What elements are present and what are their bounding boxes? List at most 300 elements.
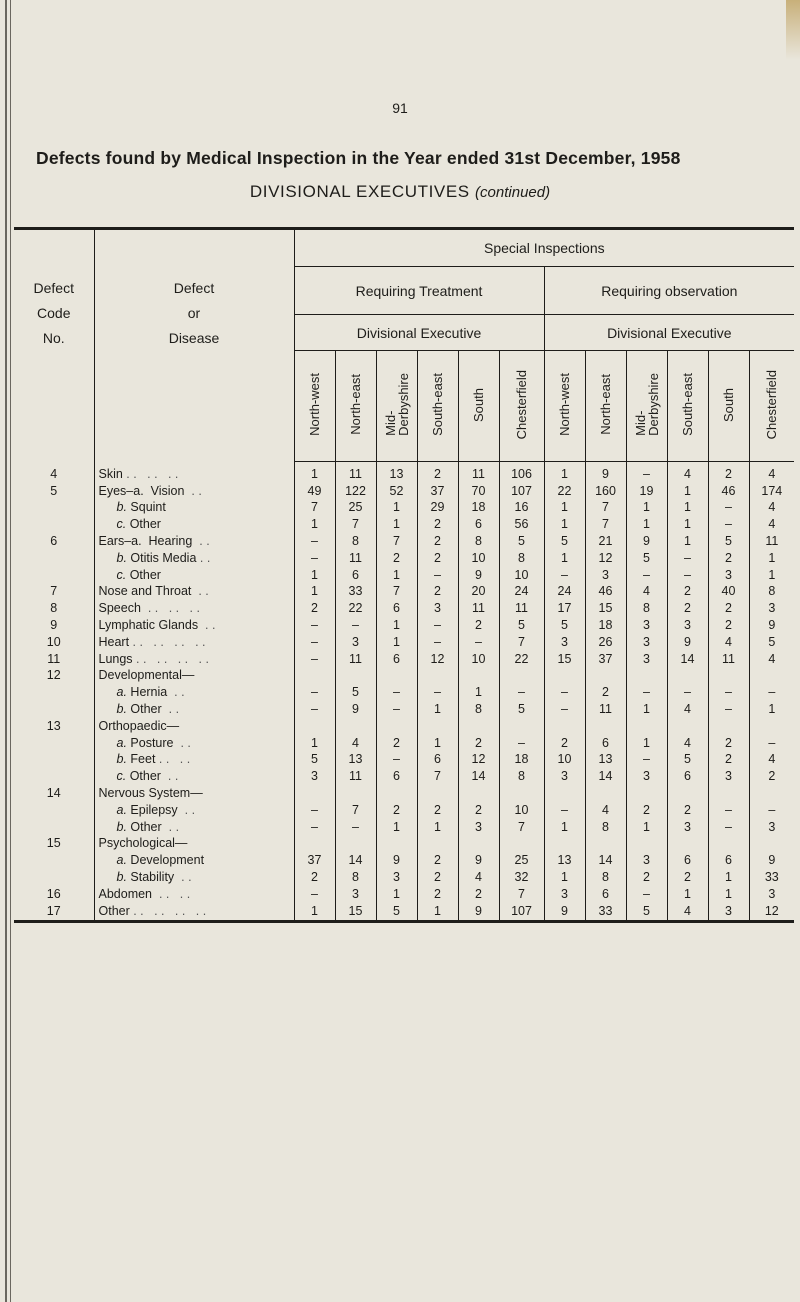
count-cell: 1	[544, 500, 585, 517]
count-cell: 5	[708, 533, 749, 550]
col-chesterfield-observation	[749, 351, 794, 462]
header-defect-disease	[94, 229, 294, 462]
defect-name-cell	[94, 735, 294, 752]
count-cell: 11	[335, 462, 376, 483]
count-cell: 46	[708, 483, 749, 500]
leader-dots: . .	[191, 584, 209, 599]
count-cell: 13	[544, 852, 585, 869]
count-cell: 9	[458, 567, 499, 584]
table-row	[14, 768, 794, 785]
count-cell: 49	[294, 483, 335, 500]
count-cell: 1	[708, 869, 749, 886]
count-cell: 22	[335, 600, 376, 617]
header-code-line2: Code	[37, 305, 71, 321]
count-cell: 7	[376, 533, 417, 550]
count-cell	[544, 785, 585, 802]
count-cell: 1	[376, 819, 417, 836]
leader-dots: . .	[160, 769, 179, 784]
count-cell: 2	[708, 462, 749, 483]
defects-table-body	[14, 462, 794, 922]
defect-code	[14, 802, 94, 819]
leader-dots: . . . .	[155, 752, 191, 767]
count-cell: 6	[585, 735, 626, 752]
count-cell: 70	[458, 483, 499, 500]
table-row	[14, 718, 794, 735]
count-cell: 1	[376, 500, 417, 517]
count-cell	[626, 785, 667, 802]
count-cell: 1	[749, 701, 794, 718]
defect-name: Squint	[126, 500, 166, 515]
count-cell: 4	[749, 752, 794, 769]
table-row	[14, 701, 794, 718]
count-cell: 15	[335, 903, 376, 921]
count-cell: 174	[749, 483, 794, 500]
defect-code	[14, 500, 94, 517]
leader-dots: . .	[196, 550, 211, 565]
count-cell: –	[544, 567, 585, 584]
defect-name-cell	[94, 785, 294, 802]
count-cell	[708, 836, 749, 853]
col-south-treatment	[458, 351, 499, 462]
count-cell: 13	[585, 752, 626, 769]
count-cell: 2	[667, 600, 708, 617]
count-cell: 18	[458, 500, 499, 517]
table-row	[14, 651, 794, 668]
table-row	[14, 886, 794, 903]
header-disease-line2: or	[187, 305, 201, 321]
defect-code	[14, 684, 94, 701]
col-label: North-west	[307, 373, 322, 436]
count-cell: 12	[417, 651, 458, 668]
defect-code: 16	[14, 886, 94, 903]
count-cell: –	[417, 684, 458, 701]
count-cell: 33	[335, 584, 376, 601]
table-row	[14, 600, 794, 617]
count-cell: 6	[376, 651, 417, 668]
count-cell	[708, 718, 749, 735]
count-cell: 8	[499, 768, 544, 785]
count-cell: 10	[544, 752, 585, 769]
table-row	[14, 668, 794, 685]
leader-dots: . .	[177, 802, 196, 817]
count-cell: 4	[458, 869, 499, 886]
table-row	[14, 684, 794, 701]
count-cell	[458, 718, 499, 735]
count-cell: 1	[667, 500, 708, 517]
count-cell: 1	[626, 701, 667, 718]
header-requiring-treatment: Requiring Treatment	[294, 267, 544, 315]
defect-name-cell	[94, 584, 294, 601]
count-cell: 8	[335, 869, 376, 886]
defect-name: Other	[126, 819, 162, 834]
count-cell: 6	[667, 768, 708, 785]
count-cell	[499, 785, 544, 802]
defect-name-cell	[94, 752, 294, 769]
count-cell: 9	[335, 701, 376, 718]
count-cell: –	[708, 500, 749, 517]
count-cell: –	[749, 684, 794, 701]
col-north-west-observation	[544, 351, 585, 462]
count-cell: 7	[585, 500, 626, 517]
defect-sub-label: a.	[116, 853, 127, 868]
count-cell: 4	[708, 634, 749, 651]
leader-dots: . . . . . . . .	[129, 634, 206, 649]
count-cell: 4	[626, 584, 667, 601]
count-cell	[458, 836, 499, 853]
leader-dots: . .	[184, 483, 202, 498]
defect-sub-label: b.	[116, 752, 127, 767]
defect-name-cell	[94, 768, 294, 785]
count-cell: 5	[499, 617, 544, 634]
count-cell: 3	[335, 634, 376, 651]
count-cell	[376, 785, 417, 802]
count-cell: 11	[335, 550, 376, 567]
count-cell: 2	[376, 735, 417, 752]
header-code-line3: No.	[42, 330, 65, 346]
defect-name: Skin	[98, 466, 123, 481]
count-cell: 37	[585, 651, 626, 668]
count-cell: 122	[335, 483, 376, 500]
count-cell: 9	[749, 617, 794, 634]
count-cell: 1	[544, 869, 585, 886]
count-cell: –	[458, 634, 499, 651]
count-cell	[667, 668, 708, 685]
count-cell: 6	[708, 852, 749, 869]
leader-dots: . . . . . . . .	[129, 903, 207, 918]
count-cell: 14	[667, 651, 708, 668]
defect-name-cell	[94, 836, 294, 853]
col-label: South-east	[680, 373, 695, 436]
defect-sub-label: c.	[116, 517, 127, 532]
defect-name: Psychological—	[98, 836, 188, 851]
defect-name-wrap	[99, 786, 203, 800]
count-cell: 11	[749, 533, 794, 550]
count-cell	[585, 668, 626, 685]
count-cell: 11	[458, 462, 499, 483]
defect-code: 12	[14, 668, 94, 685]
count-cell: 4	[667, 462, 708, 483]
count-cell: 3	[626, 617, 667, 634]
count-cell: 1	[626, 500, 667, 517]
col-south-observation	[708, 351, 749, 462]
count-cell	[708, 668, 749, 685]
count-cell: –	[294, 802, 335, 819]
count-cell	[499, 718, 544, 735]
count-cell: –	[708, 802, 749, 819]
page-corner	[786, 0, 800, 60]
defect-name-wrap	[99, 534, 210, 548]
count-cell: –	[544, 684, 585, 701]
count-cell: 25	[499, 852, 544, 869]
defect-name-wrap	[99, 719, 180, 733]
count-cell: 26	[585, 634, 626, 651]
count-cell: 11	[585, 701, 626, 718]
count-cell: –	[667, 567, 708, 584]
count-cell: 6	[585, 886, 626, 903]
count-cell: 2	[417, 802, 458, 819]
count-cell: 2	[294, 869, 335, 886]
count-cell: 2	[544, 735, 585, 752]
count-cell: 56	[499, 516, 544, 533]
subtitle-note: (continued)	[475, 184, 551, 201]
count-cell: 2	[417, 869, 458, 886]
count-cell: –	[294, 634, 335, 651]
defect-name-cell	[94, 819, 294, 836]
count-cell: 3	[544, 634, 585, 651]
table-row	[14, 802, 794, 819]
count-cell: 1	[667, 483, 708, 500]
count-cell: 3	[626, 852, 667, 869]
defect-name-cell	[94, 600, 294, 617]
count-cell: –	[294, 550, 335, 567]
count-cell	[458, 668, 499, 685]
count-cell: 1	[544, 819, 585, 836]
count-cell: 52	[376, 483, 417, 500]
count-cell: 4	[667, 735, 708, 752]
count-cell: 1	[708, 886, 749, 903]
count-cell: 1	[417, 701, 458, 718]
count-cell: 3	[626, 634, 667, 651]
count-cell: 4	[667, 903, 708, 921]
count-cell: 4	[749, 462, 794, 483]
header-requiring-observation: Requiring observation	[544, 267, 794, 315]
count-cell: 4	[749, 500, 794, 517]
count-cell: 8	[499, 550, 544, 567]
count-cell: 2	[458, 735, 499, 752]
count-cell: 2	[626, 869, 667, 886]
count-cell: 8	[458, 701, 499, 718]
table-row	[14, 735, 794, 752]
defect-name: Other	[98, 903, 130, 918]
table-row	[14, 819, 794, 836]
defect-name: Nervous System—	[98, 786, 203, 801]
count-cell: 24	[499, 584, 544, 601]
count-cell: 1	[376, 634, 417, 651]
col-label: South	[721, 387, 736, 422]
count-cell	[294, 785, 335, 802]
col-south-east-observation	[667, 351, 708, 462]
defect-name: Lymphatic Glands	[98, 618, 199, 633]
col-label: South-east	[430, 373, 445, 436]
defect-name-wrap	[99, 836, 188, 850]
count-cell: 1	[749, 567, 794, 584]
count-cell: 5	[749, 634, 794, 651]
defect-name-wrap	[99, 803, 196, 817]
count-cell: 2	[458, 886, 499, 903]
count-cell: 7	[376, 584, 417, 601]
count-cell: 12	[458, 752, 499, 769]
count-cell: 3	[417, 600, 458, 617]
count-cell: –	[294, 886, 335, 903]
defect-name: Abdomen	[98, 886, 153, 901]
count-cell	[458, 785, 499, 802]
count-cell: 5	[294, 752, 335, 769]
count-cell: 8	[335, 533, 376, 550]
defect-name-wrap	[99, 853, 205, 867]
count-cell: –	[667, 684, 708, 701]
defect-name: Development	[126, 853, 205, 868]
col-mid-derbyshire-treatment	[376, 351, 417, 462]
defect-sub-label: a.	[116, 735, 127, 750]
defect-name-wrap	[99, 601, 200, 615]
count-cell: 3	[458, 819, 499, 836]
count-cell: –	[626, 684, 667, 701]
table-row	[14, 462, 794, 483]
count-cell: 37	[417, 483, 458, 500]
defect-name: Other	[126, 567, 161, 582]
defect-name-wrap	[99, 769, 179, 783]
count-cell: 4	[585, 802, 626, 819]
col-label: Mid- Derbyshire	[382, 373, 411, 436]
defect-code	[14, 869, 94, 886]
defect-name: Otitis Media	[126, 550, 197, 565]
count-cell: 10	[458, 651, 499, 668]
count-cell: 2	[376, 550, 417, 567]
count-cell: 1	[376, 886, 417, 903]
defect-name: Other	[126, 517, 161, 532]
count-cell: 1	[294, 516, 335, 533]
count-cell: 18	[585, 617, 626, 634]
count-cell: 2	[749, 768, 794, 785]
count-cell: 24	[544, 584, 585, 601]
count-cell: 17	[544, 600, 585, 617]
count-cell: 10	[458, 550, 499, 567]
defect-name-wrap	[99, 484, 202, 498]
count-cell: 33	[749, 869, 794, 886]
count-cell: –	[499, 735, 544, 752]
count-cell: 8	[626, 600, 667, 617]
defect-name-wrap	[99, 517, 161, 531]
defect-name: Heart	[98, 634, 130, 649]
count-cell	[417, 668, 458, 685]
count-cell: 7	[417, 768, 458, 785]
count-cell: 20	[458, 584, 499, 601]
defect-code	[14, 768, 94, 785]
table-row	[14, 500, 794, 517]
defect-name-wrap	[99, 551, 211, 565]
count-cell: 1	[417, 735, 458, 752]
count-cell: 6	[376, 600, 417, 617]
page-title: Defects found by Medical Inspection in the Year ended 31st December, 1958	[36, 148, 681, 168]
count-cell: –	[708, 819, 749, 836]
count-cell: 4	[749, 651, 794, 668]
defect-code: 6	[14, 533, 94, 550]
count-cell	[499, 668, 544, 685]
col-label: Chesterfield	[764, 369, 780, 440]
count-cell: 3	[294, 768, 335, 785]
defect-name-wrap	[99, 584, 209, 598]
count-cell: 1	[458, 684, 499, 701]
count-cell: 2	[458, 802, 499, 819]
count-cell: 7	[335, 516, 376, 533]
count-cell: 9	[626, 533, 667, 550]
defect-code	[14, 852, 94, 869]
count-cell: 2	[708, 550, 749, 567]
count-cell: 1	[294, 735, 335, 752]
count-cell: 1	[749, 550, 794, 567]
count-cell: 1	[376, 567, 417, 584]
col-label: North-east	[598, 374, 613, 435]
count-cell	[376, 668, 417, 685]
defect-name-cell	[94, 869, 294, 886]
count-cell: 12	[585, 550, 626, 567]
subtitle-text: DIVISIONAL EXECUTIVES	[249, 182, 470, 201]
defect-name: Posture	[126, 735, 174, 750]
defect-name-cell	[94, 886, 294, 903]
count-cell: 1	[376, 516, 417, 533]
defect-code	[14, 567, 94, 584]
count-cell	[667, 718, 708, 735]
defect-name-wrap	[99, 752, 191, 766]
defect-sub-label: b.	[116, 819, 127, 834]
header-defect-code	[14, 229, 94, 462]
defect-name-wrap	[99, 904, 207, 918]
count-cell: 1	[626, 735, 667, 752]
count-cell: 2	[417, 462, 458, 483]
count-cell: 14	[585, 852, 626, 869]
count-cell: 9	[585, 462, 626, 483]
count-cell: 12	[749, 903, 794, 921]
count-cell: 3	[708, 903, 749, 921]
defect-name-wrap	[99, 568, 161, 582]
defect-code	[14, 550, 94, 567]
defect-name-wrap	[99, 702, 180, 716]
count-cell	[335, 718, 376, 735]
count-cell: 18	[499, 752, 544, 769]
count-cell: 40	[708, 584, 749, 601]
defect-name-wrap	[99, 685, 185, 699]
defect-name: Other	[126, 702, 162, 717]
count-cell: 3	[335, 886, 376, 903]
count-cell: 1	[667, 533, 708, 550]
count-cell: –	[417, 567, 458, 584]
defect-name-cell	[94, 718, 294, 735]
col-mid-derbyshire-observation	[626, 351, 667, 462]
defect-code: 7	[14, 584, 94, 601]
table-row	[14, 836, 794, 853]
count-cell: 37	[294, 852, 335, 869]
count-cell: 5	[499, 701, 544, 718]
count-cell: –	[294, 617, 335, 634]
leader-dots: . .	[198, 618, 216, 633]
count-cell: 160	[585, 483, 626, 500]
count-cell: 6	[376, 768, 417, 785]
count-cell: –	[294, 533, 335, 550]
defect-name-cell	[94, 634, 294, 651]
count-cell	[749, 836, 794, 853]
count-cell: 3	[749, 886, 794, 903]
count-cell: 21	[585, 533, 626, 550]
count-cell: –	[544, 802, 585, 819]
defects-table	[14, 227, 794, 923]
count-cell: 1	[417, 819, 458, 836]
count-cell: –	[544, 701, 585, 718]
count-cell: 3	[626, 651, 667, 668]
defect-sub-label: b.	[116, 702, 127, 717]
count-cell: 29	[417, 500, 458, 517]
count-cell: 2	[708, 600, 749, 617]
count-cell: –	[667, 550, 708, 567]
count-cell	[294, 836, 335, 853]
count-cell: 11	[499, 600, 544, 617]
count-cell	[417, 718, 458, 735]
count-cell: 107	[499, 483, 544, 500]
count-cell: 1	[667, 886, 708, 903]
count-cell: 16	[499, 500, 544, 517]
defect-name: Ears–a. Hearing	[98, 534, 193, 549]
col-south-east-treatment	[417, 351, 458, 462]
defect-code	[14, 735, 94, 752]
